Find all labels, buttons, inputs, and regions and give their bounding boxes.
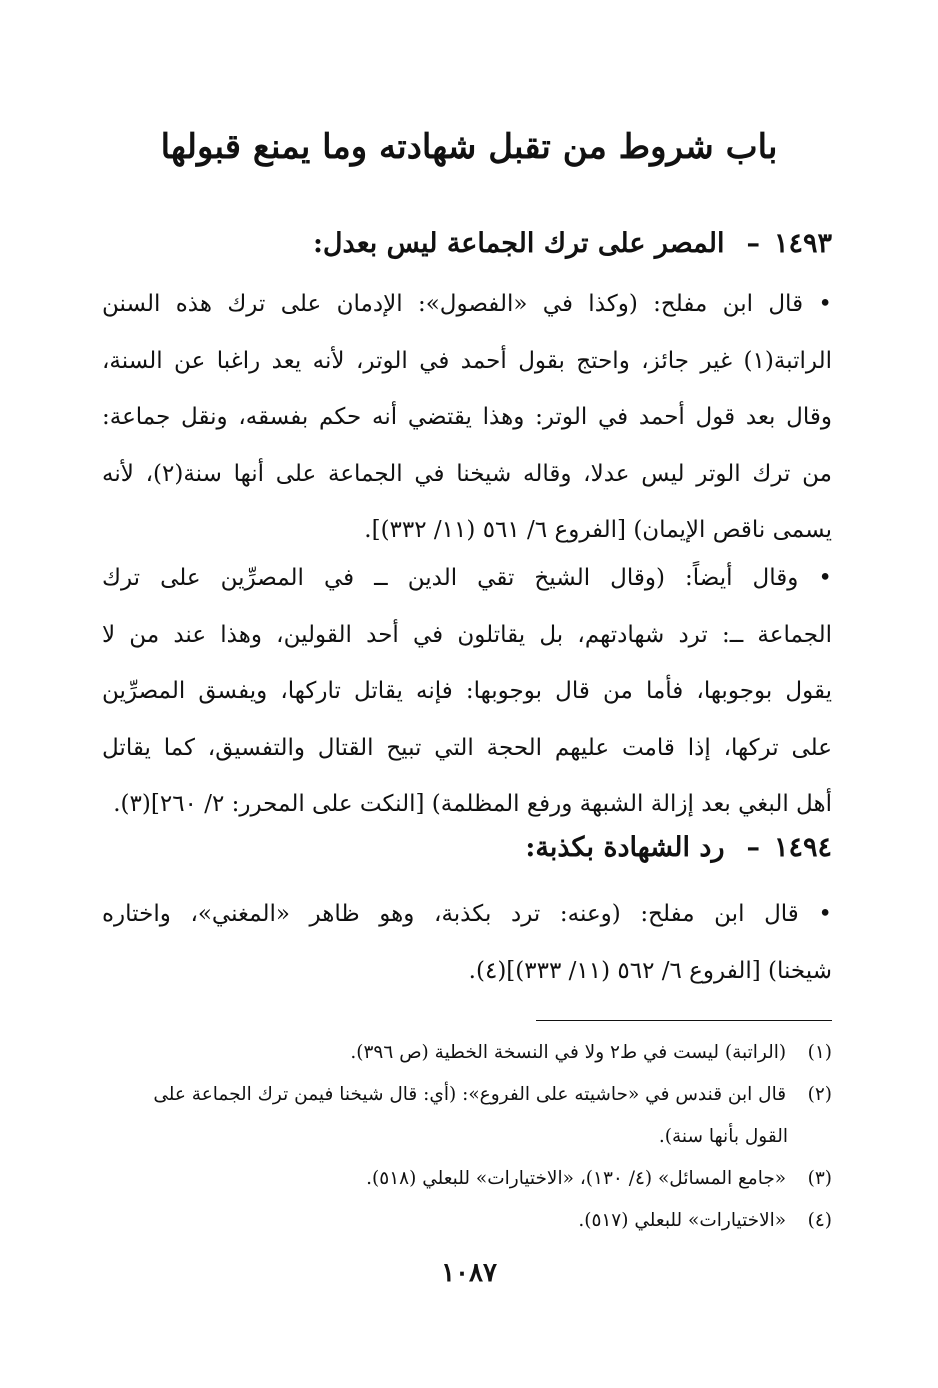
footnote-4 xyxy=(102,1200,832,1242)
footnote-separator xyxy=(536,1020,832,1021)
text-line: • قال ابن مفلح: (وعنه: ترد بكذبة، وهو ظاهر «المغني»، واختاره xyxy=(102,901,832,927)
footnote-marker: (٢) xyxy=(807,1084,832,1105)
entry-heading-1493 xyxy=(102,222,832,266)
text-line: من ترك الوتر ليس عدلا، وقاله شيخنا في الجماعة على أنها سنة(٢)، لأنه xyxy=(102,460,832,487)
footnote-marker: (١) xyxy=(807,1042,832,1063)
footnote-1 xyxy=(102,1032,832,1074)
entry-heading-text: المصر على ترك الجماعة ليس بعدل: xyxy=(312,228,725,259)
entry-number: ١٤٩٣ xyxy=(773,228,832,259)
text-line: يسمى ناقص الإيمان) [الفروع ٦/ ٥٦١ (١١/ ٣٣٢)]. xyxy=(364,517,832,543)
text-line: • قال ابن مفلح: (وكذا في «الفصول»: الإدمان على ترك هذه السنن xyxy=(102,291,832,317)
text-line: شيخنا) [الفروع ٦/ ٥٦٢ (١١/ ٣٣٣)](٤). xyxy=(468,957,832,984)
footnote-3 xyxy=(102,1158,832,1200)
text-line: الراتبة(١) غير جائز، واحتج بقول أحمد في الوتر، لأنه يعد راغبا عن السنة، xyxy=(102,347,832,374)
paragraph-ibn-muflih-kidhba xyxy=(102,886,832,999)
text-line: وقال بعد قول أحمد في الوتر: وهذا يقتضي أنه حكم بفسقه، ونقل جماعة: xyxy=(102,404,832,430)
entry-heading-text: رد الشهادة بكذبة: xyxy=(525,832,725,863)
entry-number: ١٤٩٤ xyxy=(773,832,832,863)
text-line: • وقال أيضاً: (وقال الشيخ تقي الدين ــ في المصرِّين على ترك xyxy=(102,565,832,591)
paragraph-ibn-muflih-fusul xyxy=(102,276,832,559)
text-line: الجماعة ــ: ترد شهادتهم، بل يقاتلون في أحد القولين، وهذا عند من لا xyxy=(102,621,832,648)
footnote-2 xyxy=(102,1074,832,1158)
chapter-title: باب شروط من تقبل شهادته وما يمنع قبولها xyxy=(160,127,778,167)
footnote-text: القول بأنها سنة). xyxy=(658,1126,788,1147)
text-line: أهل البغي بعد إزالة الشبهة ورفع المظلمة) [النكت على المحرر: ٢/ ٢٦٠](٣). xyxy=(113,791,832,817)
text-line: على تركها، إذا قامت عليهم الحجة التي تبيح القتال والتفسيق، كما يقاتل xyxy=(102,734,832,761)
footnote-marker: (٣) xyxy=(807,1168,832,1189)
footnote-text: «الاختيارات» للبعلي (٥١٧). xyxy=(578,1210,787,1231)
entry-dash: – xyxy=(746,228,760,259)
text-line: يقول بوجوبها، فأما من قال بوجوبها: فإنه يقاتل تاركها، ويفسق المصرِّين xyxy=(102,678,832,704)
page-number: ١٠٨٧ xyxy=(441,1258,497,1288)
footnote-marker: (٤) xyxy=(807,1210,832,1231)
footnote-text: «جامع المسائل» (٤/ ١٣٠)، «الاختيارات» للبعلي (٥١٨). xyxy=(366,1168,787,1189)
entry-heading-1494 xyxy=(102,826,832,870)
paragraph-sheikh-taqi-aldin xyxy=(102,550,832,833)
footnote-text: (الراتبة) ليست في ط٢ ولا في النسخة الخطية (ص ٣٩٦). xyxy=(350,1042,787,1063)
footnote-text: قال ابن قندس في «حاشيته على الفروع»: (أي: قال شيخنا فيمن ترك الجماعة على xyxy=(153,1084,787,1105)
entry-dash: – xyxy=(746,832,760,863)
